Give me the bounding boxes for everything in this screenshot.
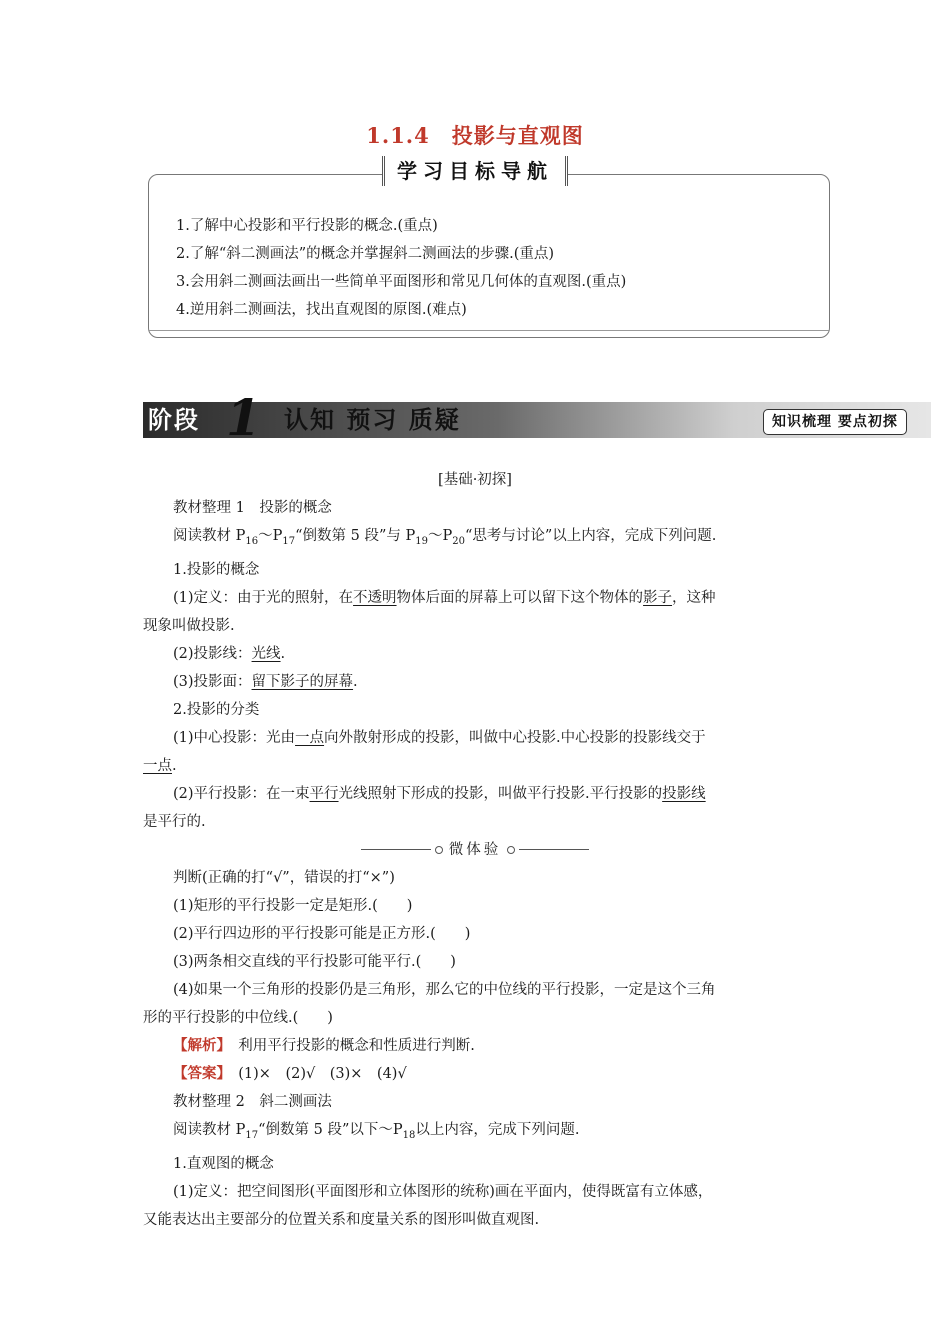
judge-item-continuation: 形的平行投影的中位线.( ) — [143, 1009, 333, 1026]
definition-continuation: 现象叫做投影. — [143, 617, 235, 634]
divider-dot — [507, 846, 515, 854]
fill-blank: 投影线 — [662, 785, 706, 802]
subheading-projection-concept: 1.投影的概念 — [173, 561, 260, 578]
page-title: 1.1.4 投影与直观图 — [366, 123, 584, 148]
mini-experience-divider — [143, 836, 807, 864]
fill-blank: 不透明 — [353, 589, 397, 606]
divider-dot — [435, 846, 443, 854]
answer-line: 【答案】 (1)× (2)√ (3)× (4)√ — [173, 1064, 407, 1082]
learning-goals-banner — [0, 156, 950, 186]
main-content — [143, 466, 807, 1234]
intuitive-definition: (1)定义：把空间图形(平面图形和立体图形的统称)画在平面内，使得既富有立体感， — [173, 1183, 713, 1200]
goal-item: 3.会用斜二测画法画出一些简单平面图形和常见几何体的直观图.(重点) — [176, 274, 627, 290]
fill-blank: 平行 — [309, 785, 339, 802]
material-heading-2: 教材整理 2 斜二测画法 — [173, 1093, 332, 1110]
stage-title: 认知 预习 质疑 — [284, 406, 461, 434]
subheading-classification: 2.投影的分类 — [173, 701, 260, 718]
fill-blank: 一点 — [143, 757, 172, 774]
subheading-intuitive-figure: 1.直观图的概念 — [173, 1155, 274, 1172]
projection-plane-item: (3)投影面：留下影子的屏幕. — [173, 673, 358, 690]
analysis-line: 【解析】 利用平行投影的概念和性质进行判断. — [173, 1036, 475, 1054]
judge-item: (4)如果一个三角形的投影仍是三角形，那么它的中位线的平行投影，一定是这个三角 — [173, 981, 716, 998]
learning-goals-heading: 学习目标导航 — [382, 156, 568, 186]
stage-label: 阶段 — [148, 406, 200, 434]
mini-experience-heading: 微体验 — [448, 841, 502, 858]
goal-item: 4.逆用斜二测画法，找出直观图的原图.(难点) — [176, 302, 467, 318]
judge-item: (1)矩形的平行投影一定是矩形.( ) — [173, 897, 413, 914]
intuitive-definition-continuation: 又能表达出主要部分的位置关系和度量关系的图形叫做直观图. — [143, 1211, 540, 1228]
judge-item: (3)两条相交直线的平行投影可能平行.( ) — [173, 953, 456, 970]
goal-item: 1.了解中心投影和平行投影的概念.(重点) — [176, 218, 438, 234]
goal-item: 2.了解“斜二测画法”的概念并掌握斜二测画法的步骤.(重点) — [176, 246, 555, 262]
goals-bottom-rule — [149, 330, 829, 331]
definition-paragraph: (1)定义：由于光的照射，在不透明物体后面的屏幕上可以留下这个物体的影子，这种 — [173, 589, 716, 606]
stage-number: 1 — [226, 388, 261, 447]
judge-item: (2)平行四边形的平行投影可能是正方形.( ) — [173, 925, 471, 942]
projection-line-item: (2)投影线：光线. — [173, 645, 286, 662]
parallel-projection-continuation: 是平行的. — [143, 813, 206, 830]
divider-rule — [519, 849, 589, 850]
fill-blank: 影子 — [643, 589, 673, 606]
judge-instruction: 判断(正确的打“√”，错误的打“×”) — [173, 869, 395, 886]
material-heading-1: 教材整理 1 投影的概念 — [173, 500, 332, 516]
fill-blank: 留下影子的屏幕 — [251, 673, 354, 690]
reading-instruction-1: 阅读教材 $P_{16}\sim P_{17}“$倒数第 5 段”与 $P_{19}\sim P_{20}“$思考与讨论”以上内容，完成下列问题. — [173, 528, 717, 547]
fill-blank: 光线 — [251, 645, 281, 662]
fill-blank: 一点 — [295, 729, 325, 746]
analysis-label: 【解析】 — [173, 1036, 224, 1054]
central-projection-continuation: 一点. — [143, 757, 177, 774]
stage-tag: 知识梳理 要点初探 — [763, 409, 907, 435]
reading-instruction-2: 阅读教材 $P_{17}“$倒数第 5 段”以下$\sim P_{18}$以上内容，完成下列问题. — [173, 1121, 580, 1141]
central-projection-item: (1)中心投影：光由一点向外散射形成的投影，叫做中心投影.中心投影的投影线交于 — [173, 729, 706, 746]
answer-label: 【答案】 — [173, 1064, 224, 1082]
divider-rule — [361, 849, 431, 850]
section-tag: [基础·初探] — [438, 472, 512, 488]
parallel-projection-item: (2)平行投影：在一束平行光线照射下形成的投影，叫做平行投影.平行投影的投影线 — [173, 785, 706, 802]
learning-goals-list — [176, 212, 626, 324]
